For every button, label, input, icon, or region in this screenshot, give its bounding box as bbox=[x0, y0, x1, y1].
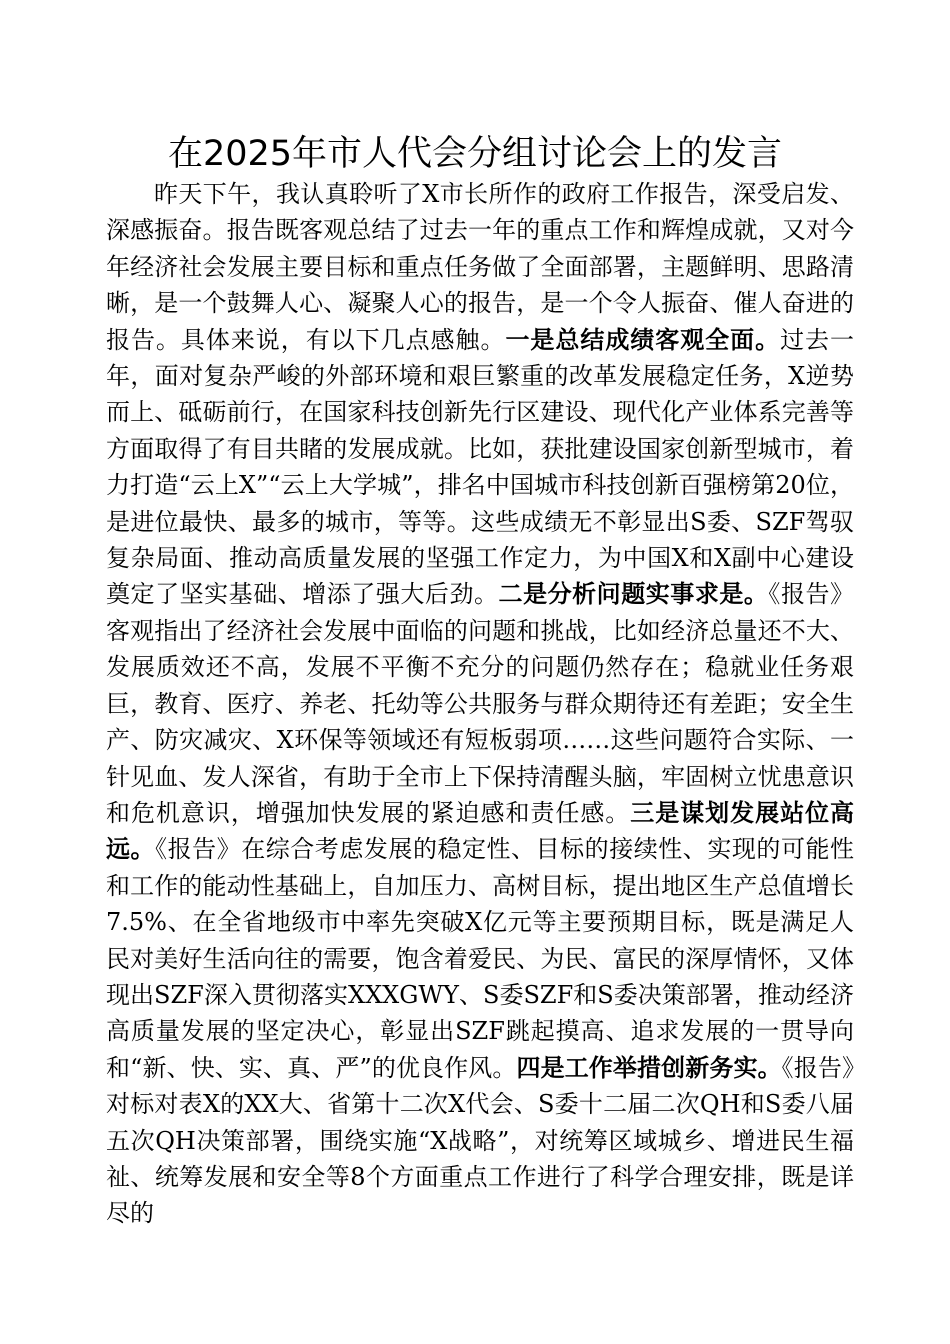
body-paragraph bbox=[106, 176, 854, 1232]
paragraph-text-point-4: 《报告》对标对表X的XX大、省第十二次X代会、S委十二届二次QH和S委八届五次QH决策部署，围绕实施“X战略”，对统筹区域城乡、增进民生福祉、统筹发展和安全等8个方面重点工作进行了科学合理安排，既是详尽的 bbox=[106, 1053, 854, 1228]
paragraph-text-point-2: 《报告》客观指出了经济社会发展中面临的问题和挑战，比如经济总量还不大、发展质效还不高，发展不平衡不充分的问题仍然存在；稳就业任务艰巨，教育、医疗、养老、托幼等公共服务与群众期待还有差距；安全生产、防灾减灾、X环保等领域还有短板弱项……这些问题符合实际、一针见血、发人深省，有助于全市上下保持清醒头脑，牢固树立忧患意识和危机意识，增强加快发展的紧迫感和责任感。 bbox=[106, 580, 855, 827]
point-heading-1: 一是总结成绩客观全面。 bbox=[505, 325, 781, 354]
page-title: 在2025年市人代会分组讨论会上的发言 bbox=[167, 134, 783, 174]
paragraph-text-point-1: 过去一年，面对复杂严峻的外部环境和艰巨繁重的改革发展稳定任务，X逆势而上、砥砺前行，在国家科技创新先行区建设、现代化产业体系完善等方面取得了有目共睹的发展成就。比如，获批建设国家创新型城市，着力打造“云上X”“云上大学城”，排名中国城市科技创新百强榜第20位，是进位最快、最多的城市，等等。这些成绩无不彰显出S委、SZF驾驭复杂局面、推动高质量发展的坚强工作定力，为中国X和X副中心建设奠定了坚实基础、增添了强大后劲。 bbox=[106, 325, 855, 609]
paragraph-text-point-3: 《报告》在综合考虑发展的稳定性、目标的接续性、实现的可能性和工作的能动性基础上，自加压力、高树目标，提出地区生产总值增长7.5%、在全省地级市中率先突破X亿元等主要预期目标，既是满足人民对美好生活向往的需要，饱含着爱民、为民、富民的深厚情怀，又体现出SZF深入贯彻落实XXXGWY、S委SZF和S委决策部署，推动经济高质量发展的坚定决心，彰显出SZF跳起摸高、追求发展的一贯导向和“新、快、实、真、严”的优良作风。 bbox=[106, 835, 855, 1082]
point-heading-4: 四是工作举措创新务实。 bbox=[516, 1053, 782, 1082]
point-heading-2: 二是分析问题实事求是。 bbox=[498, 580, 769, 609]
paragraph-text-intro: 昨天下午，我认真聆听了X市长所作的政府工作报告，深受启发、深感振奋。报告既客观总结了过去一年的重点工作和辉煌成就，又对今年经济社会发展主要目标和重点任务做了全面部署，主题鲜明、思路清晰，是一个鼓舞人心、凝聚人心的报告，是一个令人振奋、催人奋进的报告。具体来说，有以下几点感触。 bbox=[106, 180, 854, 354]
point-heading-3: 三是谋划发展站位高远。 bbox=[106, 798, 855, 864]
